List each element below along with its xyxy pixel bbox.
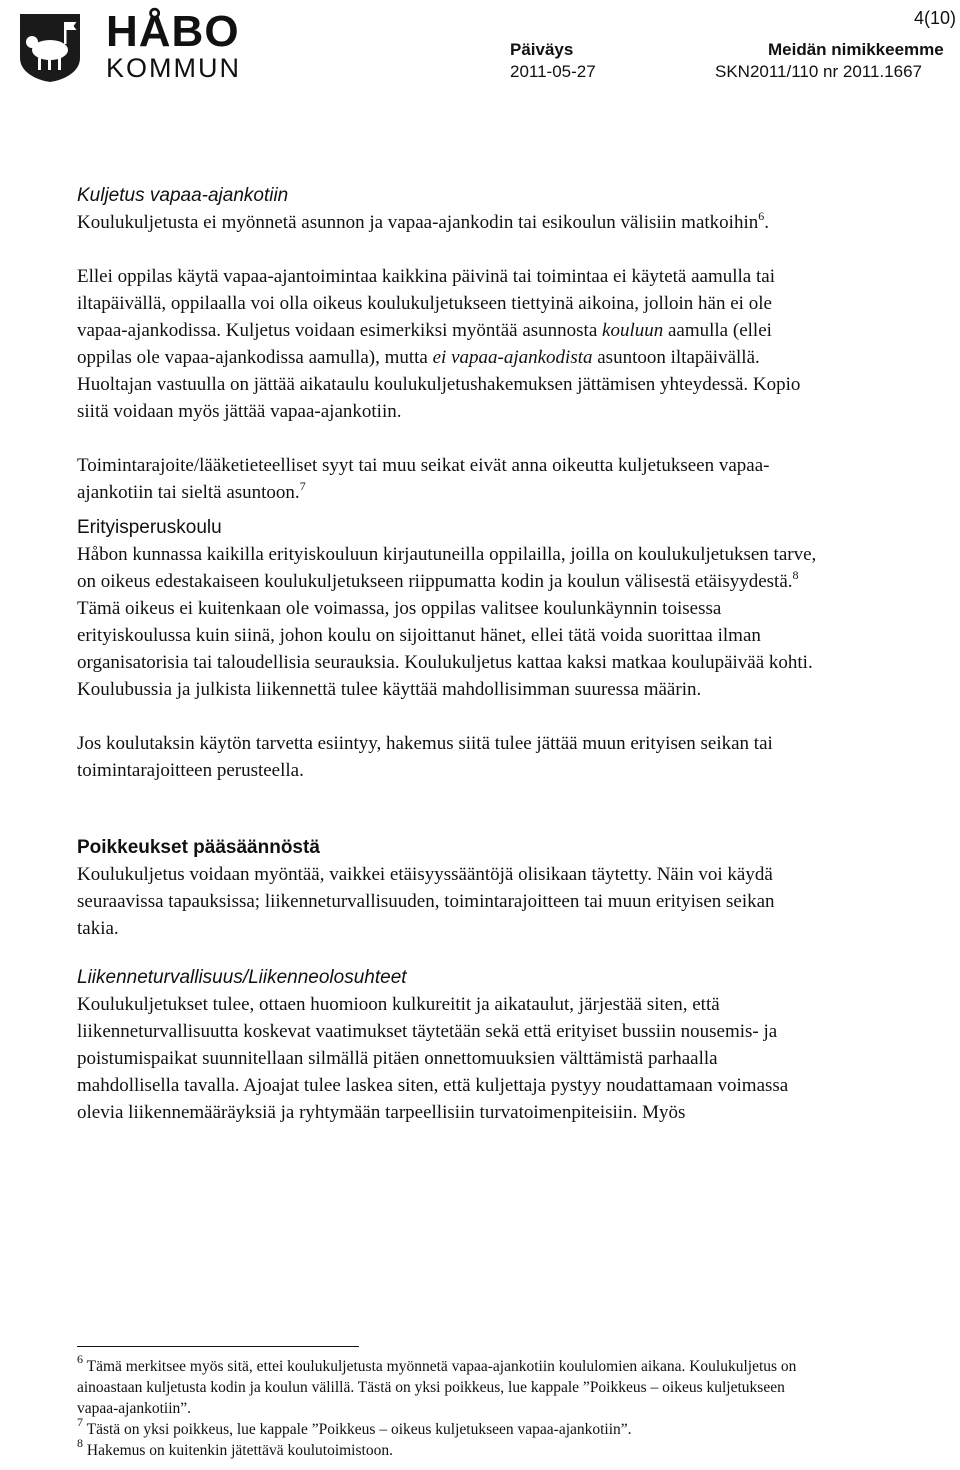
paragraph-exceptions: Koulukuljetus voidaan myöntää, vaikkei etäisyyssääntöjä olisikaan täytetty. Näin voi käydä seuraavissa tapauksissa; liikenneturvallisuuden, toimintarajoitteen tai muun erityisen seikan takia. — [77, 864, 775, 939]
paragraph-end: . — [764, 212, 769, 233]
paragraph-partial-leisure — [77, 263, 817, 425]
section-title-leisure-transport: Kuljetus vapaa-ajankotiin — [77, 185, 289, 206]
paragraph-leisure-transport — [77, 209, 817, 236]
section-title-exceptions: Poikkeukset pääsäännöstä — [77, 837, 320, 858]
footnote-8 — [77, 1436, 817, 1461]
footnote-ref-8: 8 — [792, 568, 799, 582]
paragraph-text: Koulukuljetusta ei myönnetä asunnon ja vapaa-ajankodin tai esikoulun välisiin matkoihin — [77, 212, 759, 233]
paragraph-special-school — [77, 541, 817, 703]
footnote-text: Hakemus on kuitenkin jätettävä koulutoimistoon. — [86, 1442, 393, 1459]
emphasis-to-school: kouluun — [602, 320, 664, 341]
section-title-traffic-safety: Liikenneturvallisuus/Liikenneolosuhteet — [77, 967, 407, 988]
footnote-number: 8 — [77, 1436, 83, 1450]
logo-subtitle: KOMMUN — [106, 53, 241, 83]
reference-label: Meidän nimikkeemme — [768, 40, 944, 59]
emphasis-not-from-leisure: ei vapaa-ajankodista — [432, 347, 593, 368]
paragraph-traffic-safety: Koulukuljetukset tulee, ottaen huomioon kulkureitit ja aikataulut, järjestää siten, että liikenneturvallisuutta koskevat vaatimukset täytetään sekä että erityiset bussiin nousemis- ja poistumispaikat suunnitellaan silmällä pitäen onnettomuuksien välttämistä parhaalla mahdollisella tavalla. Ajoajat tulee laskea siten, että kuljettaja pystyy noudattamaan voimassa olevia liikennemääräyksiä ja ryhtymään tarpeellisiin turvatoimenpiteisiin. Myös — [77, 994, 789, 1123]
footnote-text: Tästä on yksi poikkeus, lue kappale ”Poikkeus – oikeus kuljetukseen vapaa-ajankotiin”. — [86, 1421, 632, 1438]
footnote-ref-7: 7 — [299, 479, 306, 493]
reference-value: SKN2011/110 nr 2011.1667 — [715, 62, 922, 81]
paragraph-text: Håbon kunnassa kaikilla erityiskouluun kirjautuneilla oppilailla, joilla on koulukuljetuksen tarve, on oikeus edestakaiseen koulukuljetukseen riippumatta kodin ja koulun välisestä etäisyydestä. — [77, 544, 817, 592]
date-label: Päiväys — [510, 40, 574, 59]
paragraph-text: aamulla (ellei oppilas ole vapaa-ajankodissa aamulla), mutta — [77, 320, 772, 368]
section-title-special-school: Erityisperuskoulu — [77, 517, 222, 538]
paragraph-school-taxi: Jos koulutaksin käytön tarvetta esiintyy, hakemus siitä tulee jättää muun erityisen seikan tai toimintarajoitteen perusteella. — [77, 733, 773, 781]
footnote-number: 6 — [77, 1352, 83, 1366]
footnote-ref-6: 6 — [758, 209, 765, 223]
paragraph-text: Tämä oikeus ei kuitenkaan ole voimassa, jos oppilas valitsee koulunkäynnin toisessa erityiskoulussa kuin siinä, johon koulu on sijoittanut hänet, ellei tätä voida suorittaa ilman organisatorisia tai taloudellisia seurauksia. Koulukuljetus kattaa kaksi matkaa koulupäivää kohti. Koulubussia ja julkista liikennettä tulee käyttää mahdollisimman suuressa määrin. — [77, 598, 813, 700]
municipality-logo — [6, 4, 246, 84]
footnote-number: 7 — [77, 1415, 83, 1429]
paragraph-text: Ellei oppilas käytä vapaa-ajantoimintaa kaikkina päivinä tai toimintaa ei käytetä aamulla tai iltapäivällä, oppilaalla voi olla oikeus koulukuljetukseen tiettyinä aikoina, jolloin hän ei ole vapaa-ajankodissa. Kuljetus voidaan esimerkiksi myöntää asunnosta — [77, 266, 775, 341]
footnote-divider — [77, 1346, 359, 1347]
paragraph-disability — [77, 452, 817, 506]
logo-name: HÅBO — [106, 7, 240, 56]
paragraph-text: Toimintarajoite/lääketieteelliset syyt tai muu seikat eivät anna oikeutta kuljetukseen vapaa-ajankotiin tai sieltä asuntoon. — [77, 455, 770, 503]
page-number: 4(10) — [913, 8, 956, 28]
paragraph-text: asuntoon iltapäivällä. Huoltajan vastuulla on jättää aikataulu koulukuljetushakemuksen jättämisen yhteydessä. Kopio siitä voidaan myös jättää vapaa-ajankotiin. — [77, 347, 801, 422]
footnote-6 — [77, 1352, 817, 1419]
footnote-7 — [77, 1415, 817, 1440]
document-body — [77, 182, 817, 1126]
date-value: 2011-05-27 — [510, 62, 596, 81]
sheep-emblem-icon — [6, 4, 92, 84]
footnotes — [77, 1352, 817, 1461]
footnote-text: Tämä merkitsee myös sitä, ettei koulukuljetusta myönnetä vapaa-ajankotiin koululomien aikana. Koulukuljetus on ainoastaan kuljetusta kodin ja koulun välillä. Tästä on yksi poikkeus, lue kappale ”Poikkeus – oikeus kuljetukseen vapaa-ajankotiin”. — [77, 1358, 797, 1417]
